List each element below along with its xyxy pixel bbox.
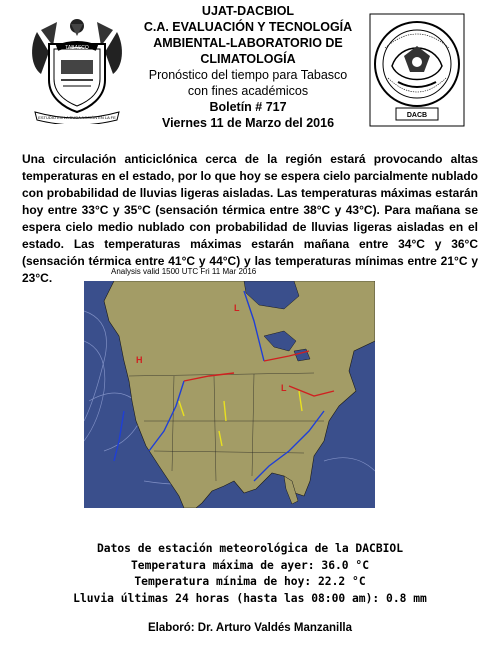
station-title: Datos de estación meteorológica de la DACBIOL: [96, 542, 404, 555]
map-caption: Analysis valid 1500 UTC Fri 11 Mar 2016: [111, 267, 257, 276]
station-min-temp: Temperatura mínima de hoy: 22.2 °C: [134, 575, 366, 588]
logo-right-text: DACB: [406, 112, 428, 119]
station-data: [60, 541, 440, 607]
weather-map: [84, 281, 375, 508]
forecast-title-1: Pronóstico del tiempo para Tabasco: [148, 68, 348, 82]
bulletin-date: Viernes 11 de Marzo del 2016: [161, 116, 335, 130]
institution-name: UJAT-DACBIOL: [201, 4, 295, 18]
forecast-title-2: con fines académicos: [187, 84, 309, 98]
dacbiol-logo: [368, 12, 466, 128]
logo-left-motto: ESTUDIO EN LA DUDA ACCIÓN EN LA FE: [38, 115, 116, 120]
station-max-temp: Temperatura máxima de ayer: 36.0 °C: [130, 558, 370, 572]
svg-text:L: L: [234, 303, 240, 313]
department-line-3: CLIMATOLOGÍA: [200, 52, 296, 66]
svg-text:L: L: [281, 383, 287, 393]
bulletin-header: [120, 3, 376, 131]
ujat-logo: [27, 12, 127, 124]
department-line-2: AMBIENTAL-LABORATORIO DE: [153, 36, 343, 50]
svg-text:H: H: [136, 355, 143, 365]
forecast-paragraph: Una circulación anticiclónica cerca de la región estará provocando altas temperaturas en el estado, por lo que hoy se espera cielo parcialmente nublado con probabilidad de lluvias ligeras aisladas. Las temperaturas máximas estarán hoy entre 33°C y 35°C (sensación térmica entre 38°C y 43°C). Para mañana se espera cielo medio nublado con probabilidad de lluvias ligeras aisladas en el estado. Las temperaturas máximas estarán mañana entre 34°C y 36°C (sensación térmica entre 41°C y 44°C) y las temperaturas mínimas entre 21°C y 23°C.: [22, 152, 478, 285]
logo-left-top-text: TABASCO: [65, 45, 89, 51]
author-credit: Elaboró: Dr. Arturo Valdés Manzanilla: [147, 622, 353, 634]
bulletin-number: Boletín # 717: [209, 100, 287, 114]
department-line-1: C.A. EVALUACIÓN Y TECNOLOGÍA: [143, 20, 353, 34]
station-rain: Lluvia últimas 24 horas (hasta las 08:00 am): 0.8 mm: [73, 591, 427, 605]
